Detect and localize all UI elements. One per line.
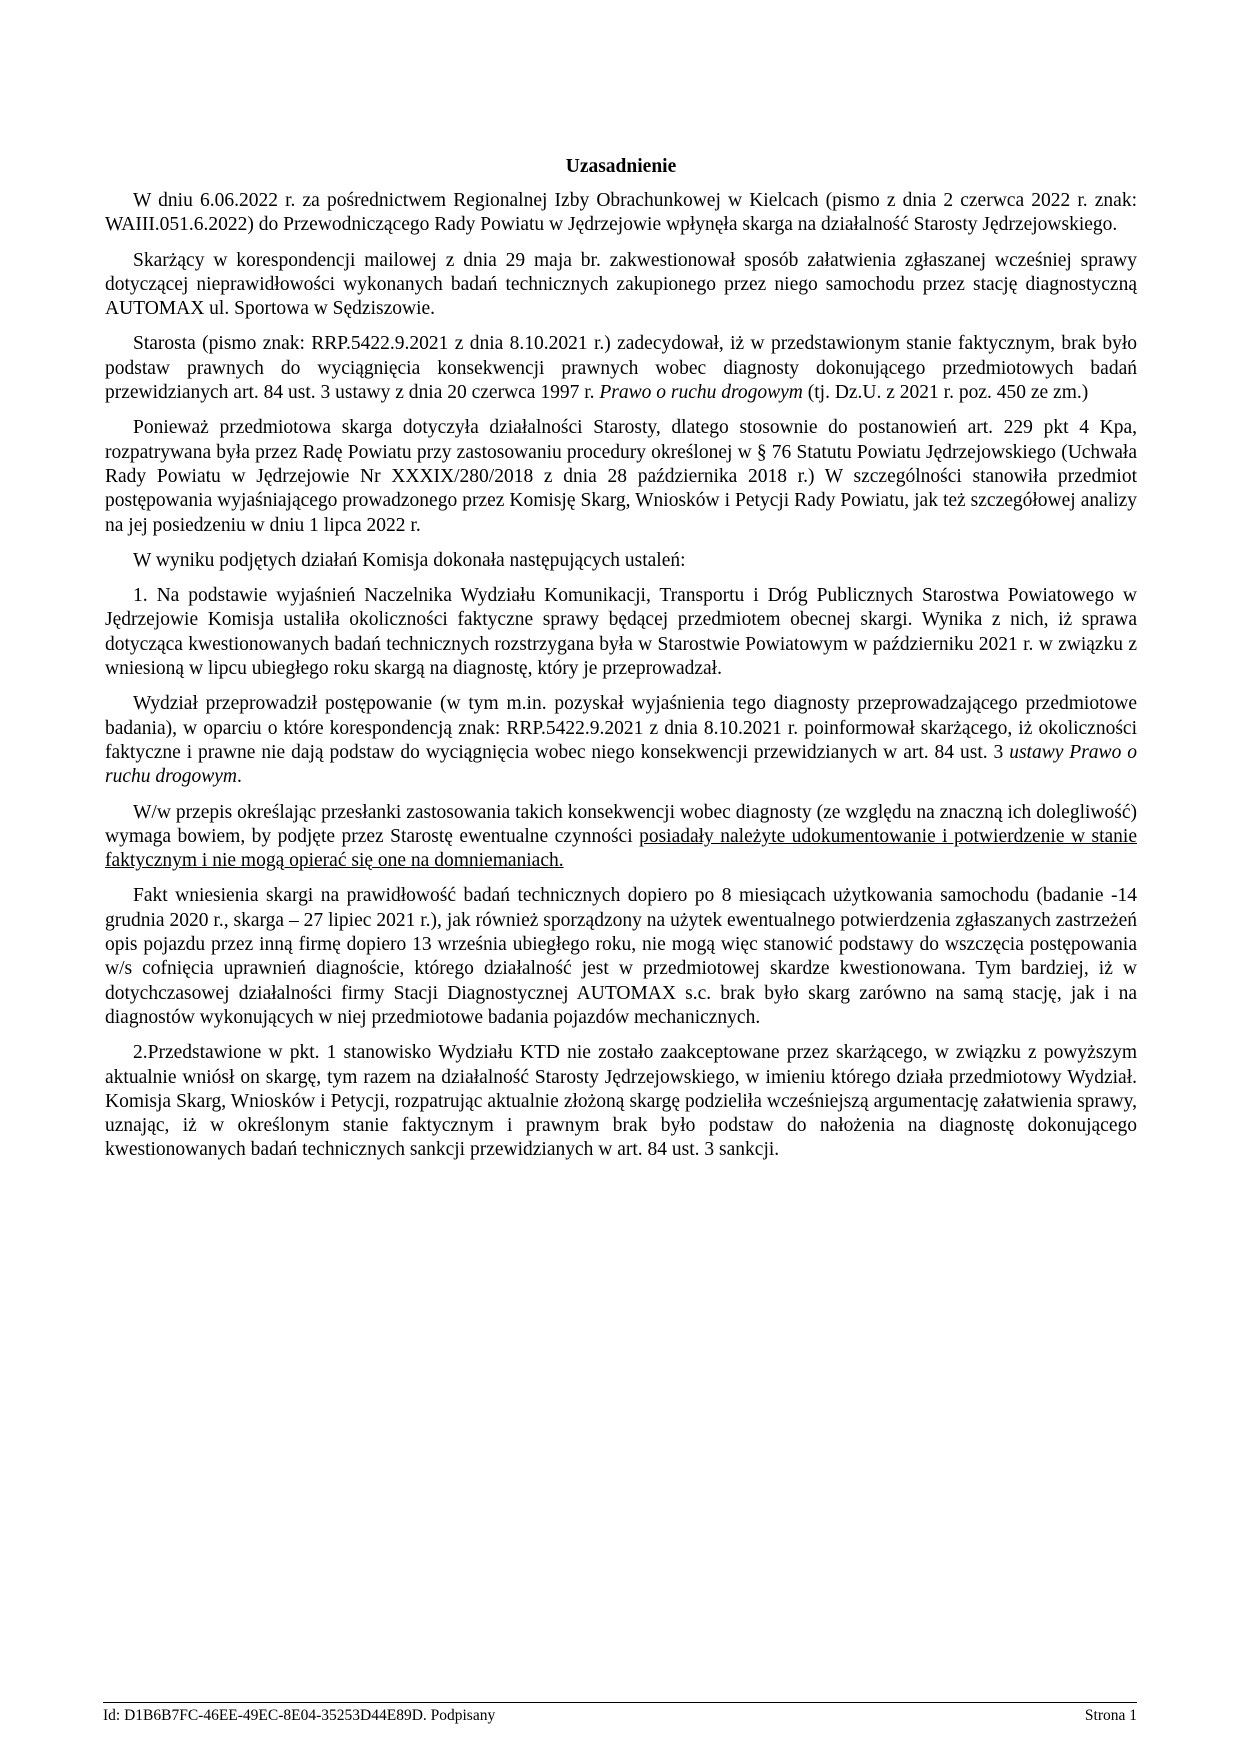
paragraph-text: Wydział przeprowadził postępowanie (w tym m.in. pozyskał wyjaśnienia tego diagnosty przeprowadzającego przedmiotowe badania), w oparciu o które korespondencją znak: RRP.5422.9.2021 z dnia 8.10.2021 r. poinformował skarżącego, iż okoliczności faktyczne i prawne nie dają podstaw do wyciągnięcia wobec niego konsekwencji przewidzianych w art. 84 ust. 3 [105,693,1137,763]
paragraph-text: 1. Na podstawie wyjaśnień Naczelnika Wydziału Komunikacji, Transportu i Dróg Publicznych Starostwa Powiatowego w Jędrzejowie Komisja ustaliła okoliczności faktyczne sprawy będącej przedmiotem obecnej skargi. Wynika z nich, iż sprawa dotycząca kwestionowanych badań technicznych rozstrzygana była w Starostwie Powiatowym w październiku 2021 r. w związku z wniesioną w lipcu ubiegłego roku skargą na diagnostę, który je przeprowadzał. [105,585,1137,680]
paragraph-9 [105,884,1137,1030]
paragraph-4 [105,416,1137,537]
paragraph-text: 2.Przedstawione w pkt. 1 stanowisko Wydziału KTD nie zostało zaakceptowane przez skarżącego, w związku z powyższym aktualnie wniósł on skargę, tym razem na działalność Starosty Jędrzejowskiego, w imieniu którego działa przedmiotowy Wydział. Komisja Skarg, Wniosków i Petycji, rozpatrując aktualnie złożoną skargę podzieliła wcześniejszą argumentację załatwienia sprawy, uznając, iż w określonym stanie faktycznym i prawnym brak było podstaw do nałożenia na diagnostę dokonującego kwestionowanych badań technicznych sankcji przewidzianych w art. 84 ust. 3 sankcji. [105,1042,1137,1161]
paragraph-7 [105,692,1137,789]
paragraph-text: . [236,766,242,788]
paragraph-1 [105,189,1137,238]
document-page [105,155,1137,1174]
paragraph-3 [105,332,1137,405]
paragraph-text: W dniu 6.06.2022 r. za pośrednictwem Regionalnej Izby Obrachunkowej w Kielcach (pismo z dnia 2 czerwca 2022 r. znak: WAIII.051.6.2022) do Przewodniczącego Rady Powiatu w Jędrzejowie wpłynęła skarga na działalność Starosty Jędrzejowskiego. [105,190,1137,236]
document-title: Uzasadnienie [565,156,677,177]
footer-divider [103,1702,1137,1703]
document-id: Id: D1B6B7FC-46EE-49EC-8E04-35253D44E89D. Podpisany [103,1707,496,1724]
paragraph-text: W/w przepis określając przesłanki zastosowania takich konsekwencji wobec diagnosty (ze względu na znaczną ich dolegliwość) wymaga bowiem, by podjęte przez Starostę ewentualne czynności [105,801,1137,847]
paragraph-10 [105,1041,1137,1162]
italic-law-title: ustawy Prawo o ruchu drogowym [105,741,1137,788]
paragraph-text: Starosta (pismo znak: RRP.5422.9.2021 z dnia 8.10.2021 r.) zadecydował, iż w przedstawionym stanie faktycznym, brak było podstaw prawnych do wyciągnięcia konsekwencji prawnych wobec diagnosty dokonującego przedmiotowych badań przewidzianych art. 84 ust. 3 ustawy z dnia 20 czerwca 1997 r. [105,333,1137,404]
paragraph-text: Fakt wniesienia skargi na prawidłowość badań technicznych dopiero po 8 miesiącach użytkowania samochodu (badanie -14 grudnia 2020 r., skarga – 27 lipiec 2021 r.), jak również sporządzony na użytek ewentualnego potwierdzenia zgłaszanych zastrzeżeń opis pojazdu przez inną firmę dopiero 13 września ubiegłego roku, nie mogą więc stanowić podstawy do wszczęcia postępowania w/s cofnięcia uprawnień diagnoście, którego działalność jest w przedmiotowej skardze kwestionowana. Tym bardziej, iż w dotychczasowej działalności firmy Stacji Diagnostycznej AUTOMAX s.c. brak było skarg zarówno na samą stację, jak i na diagnostów wykonujących w niej przedmiotowe badania pojazdów mechanicznych. [105,885,1137,1028]
paragraph-text: (tj. Dz.U. z 2021 r. poz. 450 ze zm.) [802,382,1089,404]
page-number: Strona 1 [1084,1707,1137,1724]
paragraph-text: Ponieważ przedmiotowa skarga dotyczyła działalności Starosty, dlatego stosownie do postanowień art. 229 pkt 4 Kpa, rozpatrywana była przez Radę Powiatu przy zastosowaniu procedury określonej w § 76 Statutu Powiatu Jędrzejowskiego (Uchwała Rady Powiatu w Jędrzejowie Nr XXXIX/280/2018 z dnia 28 października 2018 r.) W szczególności stanowiła przedmiot postępowania wyjaśniającego prowadzonego przez Komisję Skarg, Wniosków i Petycji Rady Powiatu, jak też szczegółowej analizy na jej posiedzeniu w dniu 1 lipca 2022 r. [105,417,1137,536]
paragraph-text: W wyniku podjętych działań Komisja dokonała następujących ustaleń: [133,549,686,571]
paragraph-6 [105,584,1137,681]
paragraph-2 [105,249,1137,322]
paragraph-8 [105,801,1137,874]
paragraph-text: Skarżący w korespondencji mailowej z dnia 29 maja br. zakwestionował sposób załatwienia zgłaszanej wcześniej sprawy dotyczącej nieprawidłowości wykonanych badań technicznych zakupionego przez niego samochodu przez stację diagnostyczną AUTOMAX ul. Sportowa w Sędziszowie. [105,249,1137,320]
page-footer [103,1707,1137,1725]
italic-law-title: Prawo o ruchu drogowym [599,382,803,404]
paragraph-5 [105,549,1137,573]
underlined-text: posiadały należyte udokumentowanie i potwierdzenie w stanie faktycznym i nie mogą opierać się one na domniemaniach. [105,825,1137,872]
